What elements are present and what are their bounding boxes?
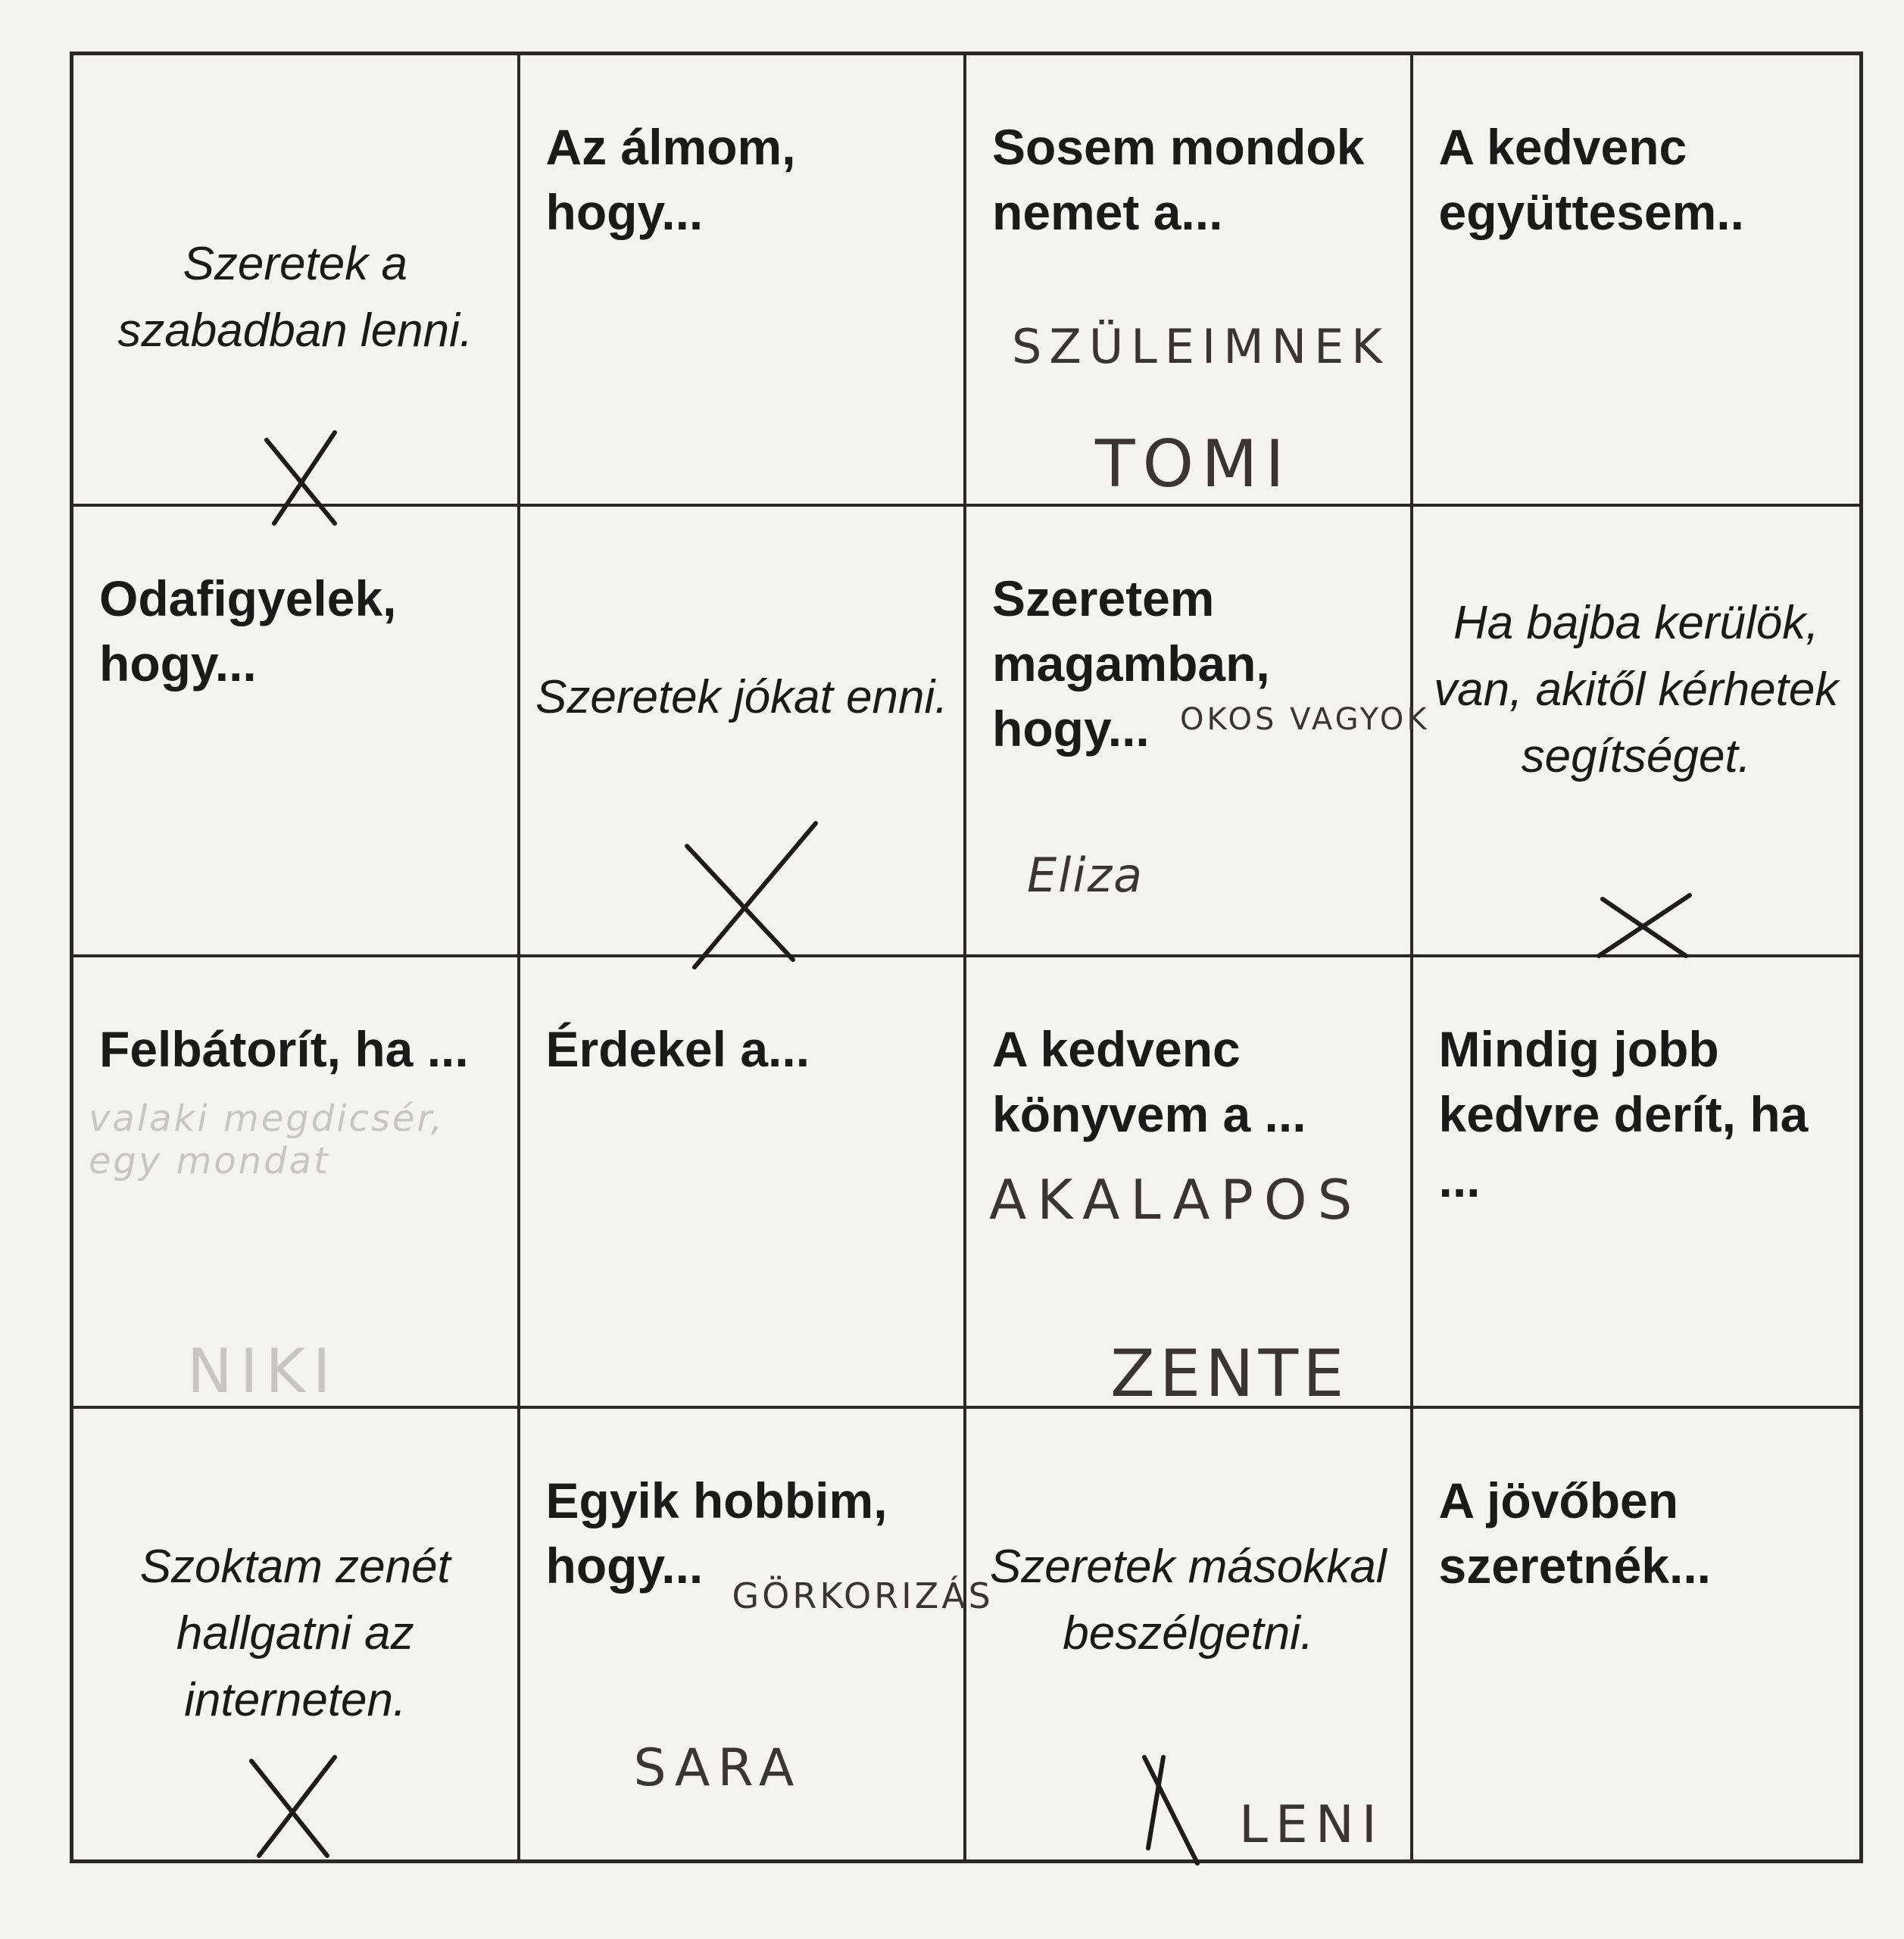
x-mark: [1133, 1750, 1209, 1871]
bingo-cell: [73, 507, 520, 958]
x-mark: [672, 816, 823, 967]
bingo-cell: [73, 1409, 520, 1860]
handwritten-answer: valaki megdicsér, egy mondat: [89, 1098, 445, 1182]
handwritten-name: Eliza: [1027, 847, 1144, 903]
handwritten-name: ZENTE: [1110, 1336, 1349, 1412]
handwritten-name: SARA: [633, 1738, 802, 1798]
prompt-text: Sosem mondok nemet a...: [992, 119, 1365, 240]
bingo-cell: [1413, 507, 1860, 958]
prompt-text: A kedvenc könyvem a ...: [992, 1021, 1306, 1142]
handwritten-answer: SZÜLEIMNEK: [1012, 319, 1390, 374]
bingo-cell: [966, 957, 1413, 1412]
prompt-text: Az álmom, hogy...: [545, 119, 796, 240]
bingo-cell: [73, 55, 520, 507]
bingo-cell: [520, 1409, 994, 1860]
bingo-cell: [966, 507, 1430, 958]
handwritten-name: NIKI: [187, 1336, 339, 1407]
bingo-grid: [70, 52, 1863, 1863]
bingo-cell: [966, 1409, 1413, 1860]
handwritten-name: TOMI: [1095, 426, 1292, 502]
prompt-text: Felbátorít, ha ...: [99, 1021, 469, 1077]
bingo-cell: [520, 957, 967, 1409]
prompt-text: Egyik hobbim, hogy...: [545, 1472, 888, 1594]
bingo-cell: [1413, 957, 1860, 1409]
statement-text: Ha bajba kerülök, van, akitől kérhetek segítséget.: [1434, 596, 1839, 782]
handwritten-answer: OKOS VAGYOK: [1180, 701, 1430, 737]
statement-text: Szoktam zenét hallgatni az interneten.: [139, 1540, 451, 1726]
prompt-text: A jövőben szeretnék...: [1438, 1472, 1712, 1594]
bingo-cell: [73, 957, 520, 1409]
statement-text: Szeretek jókat enni.: [535, 670, 948, 723]
statement-text: Szeretek a szabadban lenni.: [117, 238, 473, 357]
handwritten-answer: AKALAPOS: [989, 1168, 1363, 1232]
bingo-cell: [520, 55, 967, 507]
prompt-text: A kedvenc együttesem..: [1438, 119, 1744, 240]
bingo-cell: [1413, 55, 1860, 507]
prompt-text: Odafigyelek, hogy...: [99, 570, 397, 692]
bingo-cell: [520, 507, 967, 958]
prompt-text: Mindig jobb kedvre derít, ha ...: [1438, 1021, 1809, 1207]
x-mark: [1587, 884, 1701, 960]
handwritten-answer: GÖRKORIZÁS: [732, 1575, 994, 1616]
x-mark: [244, 1750, 342, 1863]
statement-text: Szeretek másokkal beszélgetni.: [989, 1540, 1387, 1660]
bingo-cell: [1413, 1409, 1860, 1860]
handwritten-name: LENI: [1239, 1794, 1384, 1855]
prompt-text: Érdekel a...: [545, 1021, 810, 1077]
bingo-cell: [966, 55, 1413, 507]
prompt-text: Szeretem magamban, hogy...: [992, 570, 1270, 757]
